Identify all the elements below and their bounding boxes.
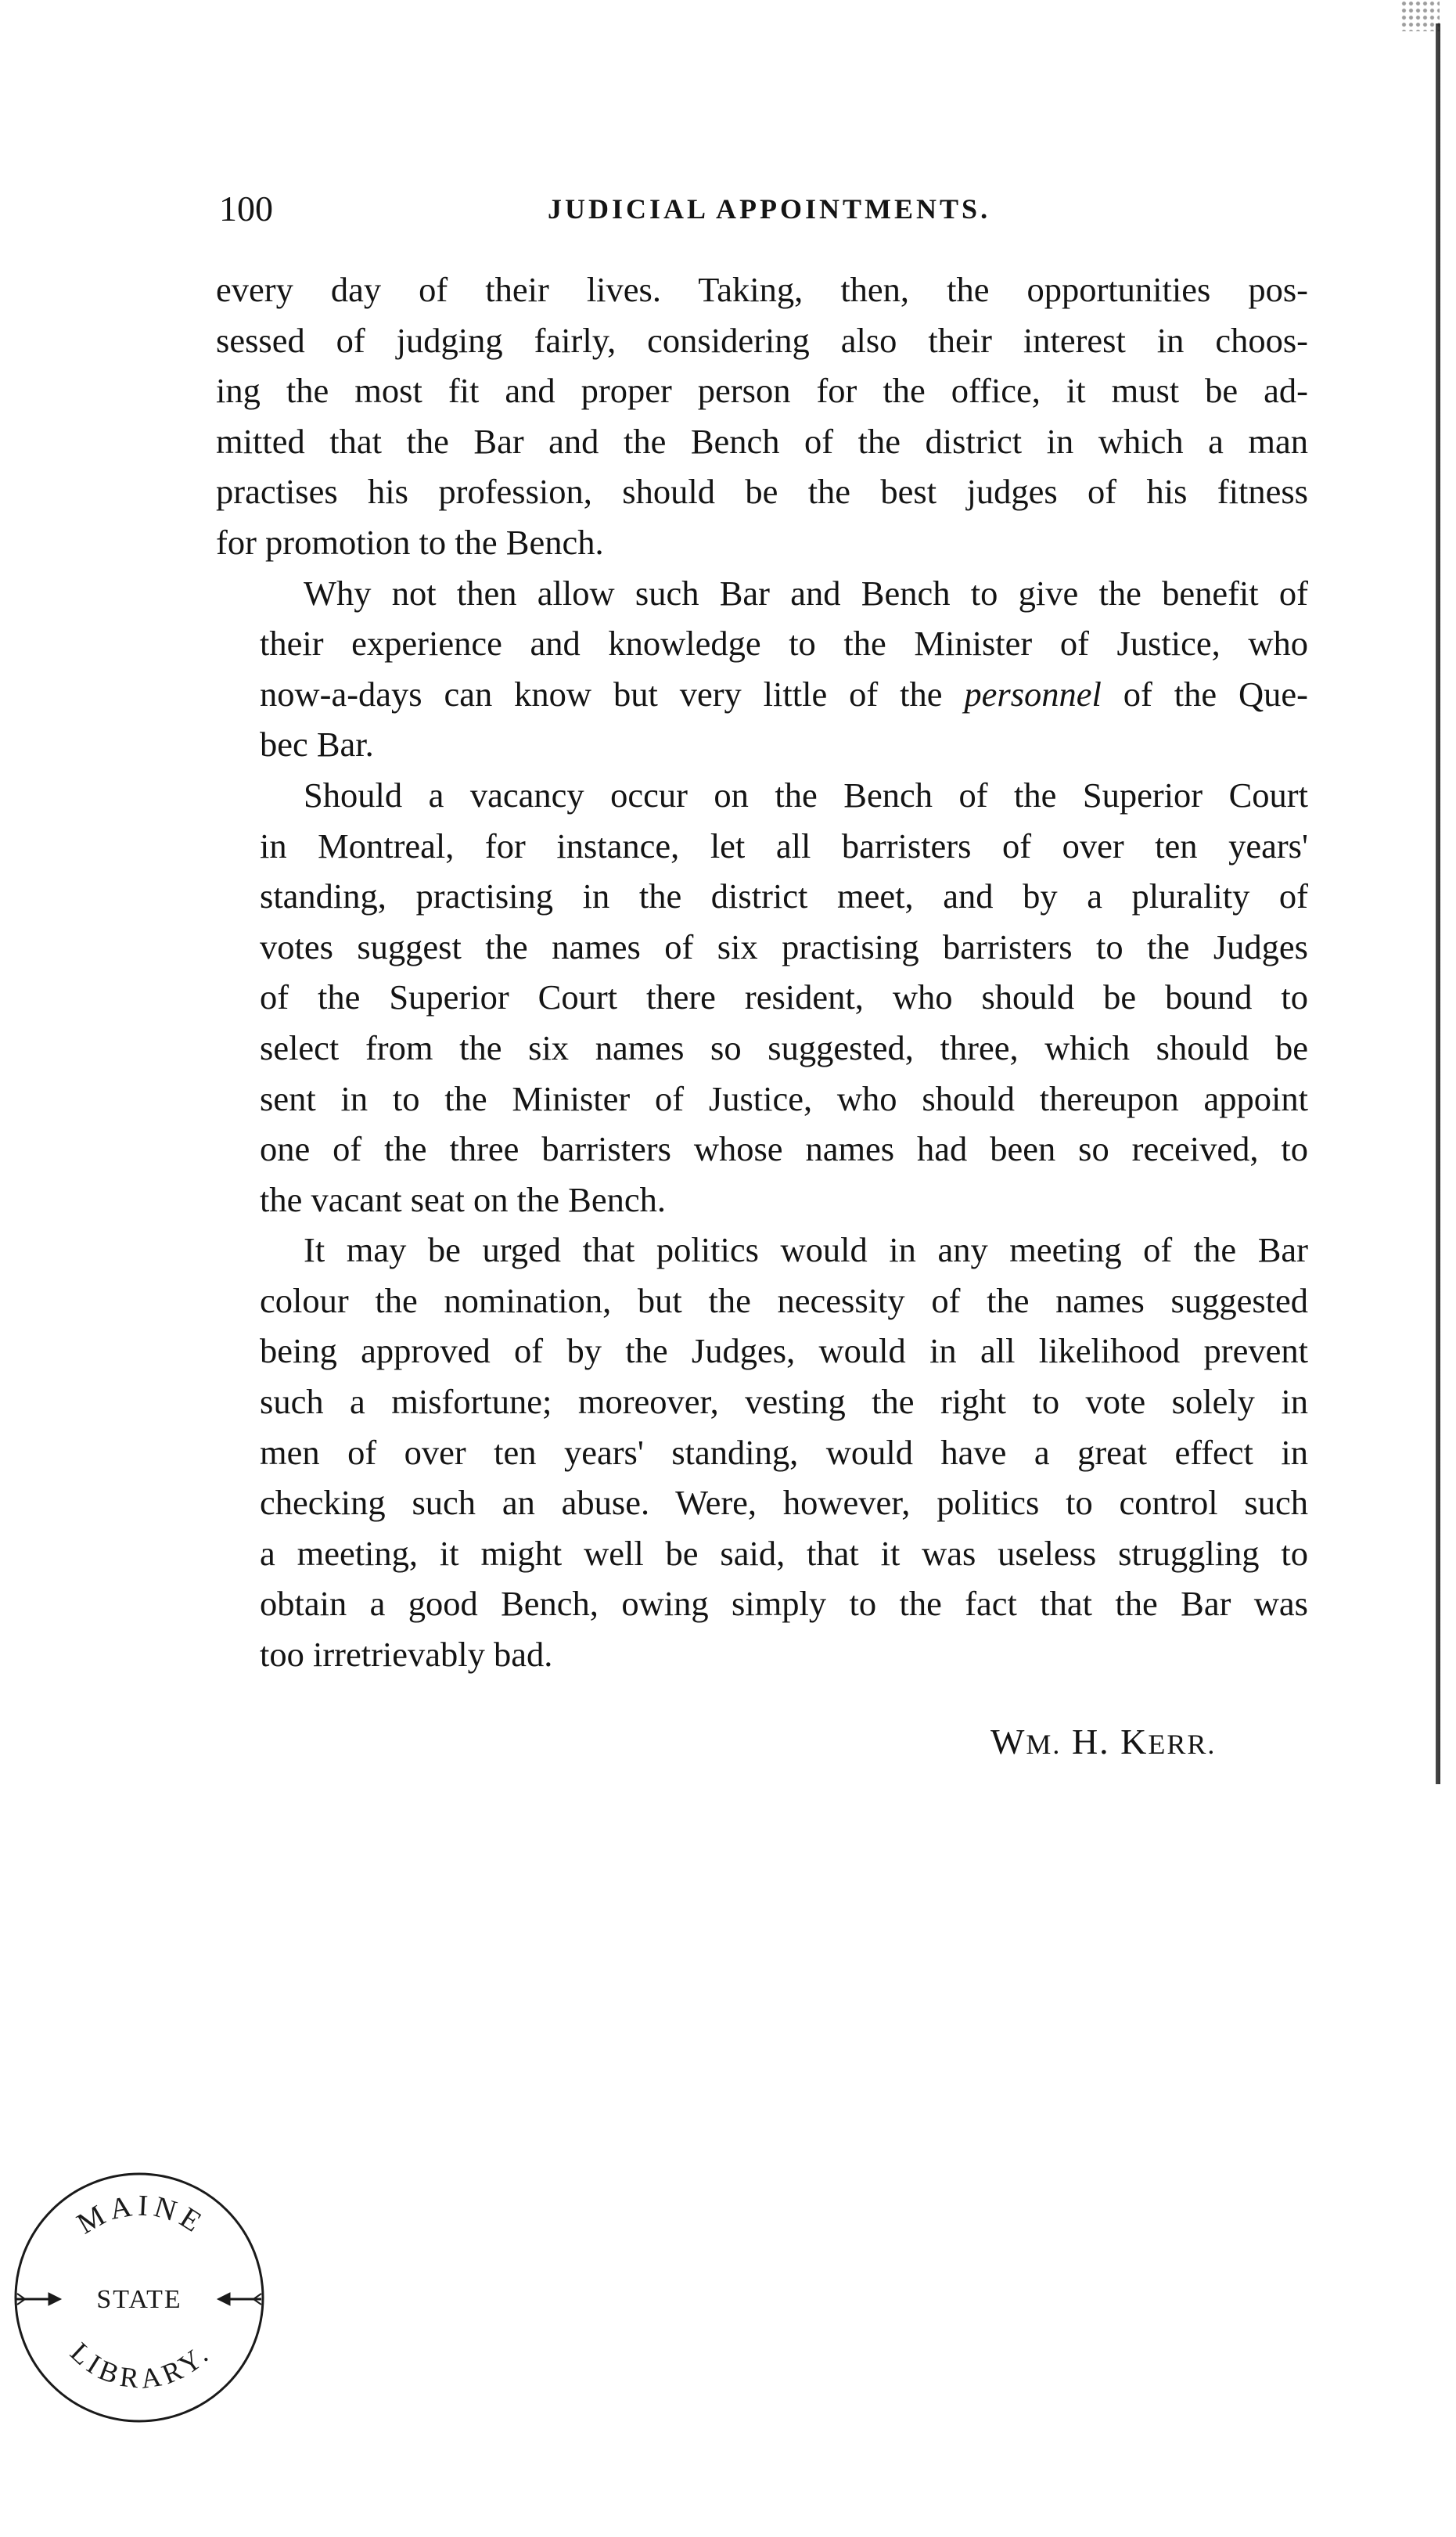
text-line: the vacant seat on the Bench.: [260, 1179, 666, 1219]
running-head: JUDICIAL APPOINTMENTS.: [548, 193, 991, 225]
body-text: [216, 264, 1308, 1680]
text-line: in Montreal, for instance, let all barristers of over ten years': [260, 826, 1308, 865]
text-line: bec Bar.: [260, 725, 374, 765]
paragraph-1: [216, 264, 1308, 568]
signature-smallcaps-surname: ERR.: [1148, 1729, 1217, 1760]
page-number: 100: [219, 189, 273, 229]
text-line: checking such an abuse. Were, however, politics to control such: [260, 1483, 1308, 1523]
text-line: select from the six names so suggested, three, which should be: [260, 1027, 1308, 1067]
text-line: one of the three barristers whose names had been so received, to: [260, 1129, 1308, 1169]
text-line: Why not then allow such Bar and Bench to give the benefit of: [304, 573, 1308, 613]
text-line: sessed of judging fairly, considering also their interest in choos-: [216, 320, 1308, 360]
text-line: for promotion to the Bench.: [216, 522, 604, 562]
text-line: colour the nomination, but the necessity of the names suggested: [260, 1280, 1308, 1320]
paragraph-2: [216, 568, 1308, 770]
signature-initial: W: [990, 1722, 1026, 1762]
text-line: a meeting, it might well be said, that it was useless struggling to: [260, 1533, 1308, 1573]
stamp-bottom-text: LIBRARY.: [64, 2336, 218, 2395]
text-line: standing, practising in the district meet, and by a plurality of: [260, 876, 1308, 916]
signature-middle: H. K: [1061, 1722, 1149, 1762]
arrow-right-icon: [16, 2293, 61, 2305]
text-line: It may be urged that politics would in any meeting of the Bar: [304, 1230, 1308, 1270]
arrow-left-icon: [218, 2293, 261, 2305]
page-edge-speckle: [1400, 0, 1440, 31]
page-header: [219, 182, 1307, 236]
text-line: practises his profession, should be the best judges of his fitness: [216, 472, 1308, 512]
text-line: mitted that the Bar and the Bench of the district in which a man: [216, 421, 1308, 461]
text-line: Should a vacancy occur on the Bench of the Superior Court: [304, 775, 1308, 815]
text-line: votes suggest the names of six practising barristers to the Judges: [260, 927, 1308, 966]
italic-word: personnel: [964, 674, 1102, 714]
page-edge-shadow: [1436, 23, 1440, 1784]
text-line: every day of their lives. Taking, then, the opportunities pos-: [216, 270, 1308, 309]
library-stamp: [6, 2165, 272, 2431]
paragraph-3: [216, 770, 1308, 1225]
stamp-middle-text: STATE: [96, 2285, 182, 2314]
paragraph-4: [216, 1225, 1308, 1679]
text-line: ing the most fit and proper person for the office, it must be ad-: [216, 371, 1308, 411]
text-line: sent in to the Minister of Justice, who should thereupon appoint: [260, 1078, 1308, 1118]
text-line: obtain a good Bench, owing simply to the fact that the Bar was: [260, 1584, 1308, 1624]
text-line: such a misfortune; moreover, vesting the right to vote solely in: [260, 1382, 1308, 1422]
text-line: being approved of by the Judges, would in all likelihood prevent: [260, 1331, 1308, 1371]
stamp-top-text: MAINE: [71, 2189, 211, 2241]
text-line: now-a-days can know but very little of the personnel of the Que-: [260, 674, 1309, 714]
text-line: too irretrievably bad.: [260, 1635, 553, 1675]
text-line: of the Superior Court there resident, who should be bound to: [260, 977, 1308, 1017]
signature-smallcaps: M.: [1026, 1729, 1062, 1760]
text-line: men of over ten years' standing, would have a great effect in: [260, 1432, 1308, 1472]
text-line: their experience and knowledge to the Minister of Justice, who: [260, 624, 1308, 664]
author-signature: [990, 1718, 1216, 1768]
